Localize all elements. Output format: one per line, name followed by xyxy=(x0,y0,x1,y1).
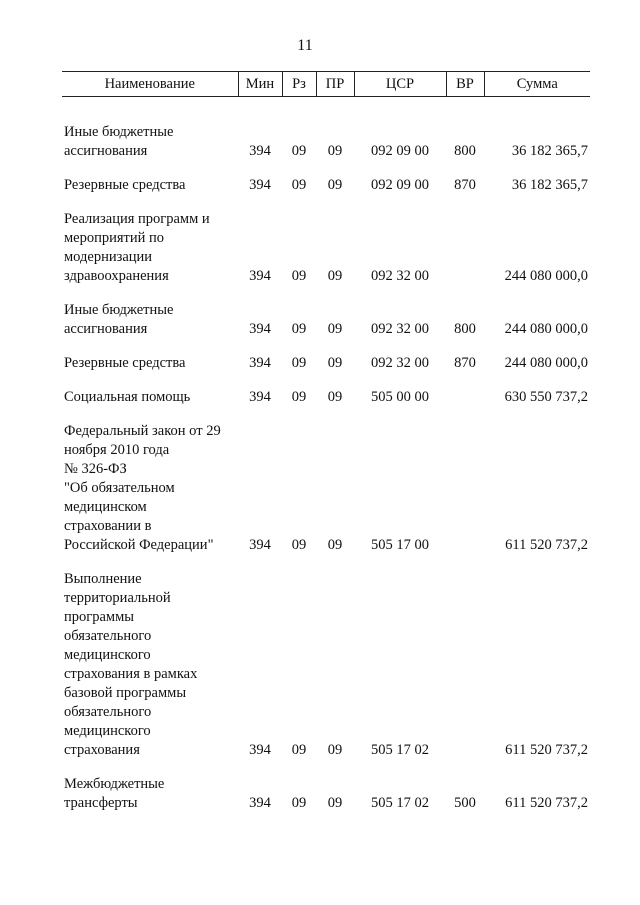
row-spacer xyxy=(62,286,590,301)
row-name-line: программы xyxy=(64,609,134,625)
table-row xyxy=(62,210,590,286)
row-name-line: ноября 2010 года xyxy=(64,442,170,458)
header-sum: Сумма xyxy=(484,72,590,97)
row-name-line: Резервные средства xyxy=(64,355,186,371)
cell-pr: 09 xyxy=(327,268,343,284)
cell-sum: 244 080 000,0 xyxy=(504,268,588,284)
row-name-line: территориальной xyxy=(64,590,171,606)
row-name xyxy=(62,301,238,339)
row-spacer-cell xyxy=(62,161,590,176)
row-spacer xyxy=(62,195,590,210)
header-name: Наименование xyxy=(62,72,238,97)
row-spacer-cell xyxy=(62,195,590,210)
cell-csr: 505 17 00 xyxy=(371,537,429,553)
row-spacer-cell xyxy=(62,286,590,301)
table-row xyxy=(62,775,590,813)
row-name xyxy=(62,388,238,407)
row-name-line: медицинском xyxy=(64,499,147,515)
row-spacer xyxy=(62,339,590,354)
row-spacer xyxy=(62,407,590,422)
cell-min: 394 xyxy=(249,355,271,371)
table-row xyxy=(62,354,590,373)
row-spacer xyxy=(62,760,590,775)
cell-sum: 244 080 000,0 xyxy=(504,321,588,337)
row-name-line: № 326-ФЗ xyxy=(64,461,127,477)
row-name xyxy=(62,422,238,555)
row-name-line: мероприятий по xyxy=(64,230,165,246)
table-header xyxy=(62,72,590,97)
row-name-line: медицинского xyxy=(64,723,151,739)
row-name xyxy=(62,570,238,760)
table-body xyxy=(62,97,590,814)
row-spacer xyxy=(62,373,590,388)
row-name-line: Резервные средства xyxy=(64,177,186,193)
cell-csr: 092 32 00 xyxy=(371,321,429,337)
cell-rz: 09 xyxy=(291,143,307,159)
row-spacer-cell xyxy=(62,97,590,124)
row-spacer-cell xyxy=(62,760,590,775)
cell-sum: 36 182 365,7 xyxy=(511,177,588,193)
cell-pr: 09 xyxy=(327,742,343,758)
cell-vr xyxy=(446,422,484,555)
table-row xyxy=(62,570,590,760)
cell-rz: 09 xyxy=(291,742,307,758)
cell-pr: 09 xyxy=(327,355,343,371)
row-name xyxy=(62,775,238,813)
cell-min: 394 xyxy=(249,742,271,758)
row-spacer-cell xyxy=(62,339,590,354)
table-row xyxy=(62,422,590,555)
row-name-line: модернизации xyxy=(64,249,153,265)
row-name xyxy=(62,354,238,373)
cell-min: 394 xyxy=(249,177,271,193)
row-name xyxy=(62,210,238,286)
cell-sum: 611 520 737,2 xyxy=(505,537,588,553)
cell-csr: 092 32 00 xyxy=(371,268,429,284)
row-name-line: здравоохранения xyxy=(64,268,169,284)
cell-pr: 09 xyxy=(327,537,343,553)
cell-rz: 09 xyxy=(291,355,307,371)
row-spacer xyxy=(62,97,590,124)
row-name-line: Иные бюджетные xyxy=(64,302,174,318)
cell-rz: 09 xyxy=(291,321,307,337)
budget-table xyxy=(62,71,590,813)
cell-min: 394 xyxy=(249,321,271,337)
cell-rz: 09 xyxy=(291,268,307,284)
header-min: Мин xyxy=(238,72,282,97)
cell-sum: 36 182 365,7 xyxy=(511,143,588,159)
row-name-line: Иные бюджетные xyxy=(64,124,174,140)
row-name xyxy=(62,123,238,161)
cell-vr: 800 xyxy=(454,143,476,159)
cell-min: 394 xyxy=(249,537,271,553)
header-csr: ЦСР xyxy=(354,72,446,97)
table-row xyxy=(62,301,590,339)
row-name-line: страхования в рамках xyxy=(64,666,198,682)
row-name-line: ассигнования xyxy=(64,143,148,159)
cell-rz: 09 xyxy=(291,177,307,193)
cell-sum: 244 080 000,0 xyxy=(504,355,588,371)
row-name-line: Реализация программ и xyxy=(64,211,210,227)
cell-vr: 500 xyxy=(454,795,476,811)
cell-rz: 09 xyxy=(291,389,307,405)
table-row xyxy=(62,388,590,407)
cell-csr: 505 17 02 xyxy=(371,795,429,811)
cell-vr xyxy=(446,570,484,760)
table-row xyxy=(62,123,590,161)
row-spacer xyxy=(62,555,590,570)
cell-vr xyxy=(446,388,484,407)
table-row xyxy=(62,176,590,195)
cell-vr: 870 xyxy=(454,355,476,371)
row-name-line: страхования xyxy=(64,742,140,758)
cell-min: 394 xyxy=(249,795,271,811)
row-name-line: ассигнования xyxy=(64,321,148,337)
page-number: 11 xyxy=(297,37,313,54)
row-name-line: страховании в xyxy=(64,518,152,534)
cell-csr: 092 09 00 xyxy=(371,177,429,193)
row-name-line: Межбюджетные xyxy=(64,776,165,792)
cell-sum: 630 550 737,2 xyxy=(504,389,588,405)
cell-vr xyxy=(446,210,484,286)
cell-pr: 09 xyxy=(327,389,343,405)
cell-min: 394 xyxy=(249,143,271,159)
row-name-line: базовой программы xyxy=(64,685,187,701)
row-name-line: Российской Федерации" xyxy=(64,537,214,553)
row-spacer-cell xyxy=(62,407,590,422)
row-spacer-cell xyxy=(62,555,590,570)
header-rz: Рз xyxy=(282,72,316,97)
row-name-line: Федеральный закон от 29 xyxy=(64,423,221,439)
row-name-line: Социальная помощь xyxy=(64,389,191,405)
cell-pr: 09 xyxy=(327,321,343,337)
cell-rz: 09 xyxy=(291,795,307,811)
cell-sum: 611 520 737,2 xyxy=(505,795,588,811)
row-name-line: трансферты xyxy=(64,795,138,811)
cell-csr: 092 09 00 xyxy=(371,143,429,159)
cell-rz: 09 xyxy=(291,537,307,553)
cell-csr: 505 17 02 xyxy=(371,742,429,758)
row-name-line: обязательного xyxy=(64,628,152,644)
cell-vr: 800 xyxy=(454,321,476,337)
row-name-line: "Об обязательном xyxy=(64,480,175,496)
cell-pr: 09 xyxy=(327,177,343,193)
row-name-line: обязательного xyxy=(64,704,152,720)
header-vr: ВР xyxy=(446,72,484,97)
cell-pr: 09 xyxy=(327,795,343,811)
header-pr: ПР xyxy=(316,72,354,97)
cell-vr: 870 xyxy=(454,177,476,193)
row-name-line: медицинского xyxy=(64,647,151,663)
cell-csr: 092 32 00 xyxy=(371,355,429,371)
cell-sum: 611 520 737,2 xyxy=(505,742,588,758)
row-name-line: Выполнение xyxy=(64,571,142,587)
cell-min: 394 xyxy=(249,268,271,284)
row-spacer xyxy=(62,161,590,176)
cell-pr: 09 xyxy=(327,143,343,159)
row-spacer-cell xyxy=(62,373,590,388)
row-name xyxy=(62,176,238,195)
cell-min: 394 xyxy=(249,389,271,405)
cell-csr: 505 00 00 xyxy=(371,389,429,405)
